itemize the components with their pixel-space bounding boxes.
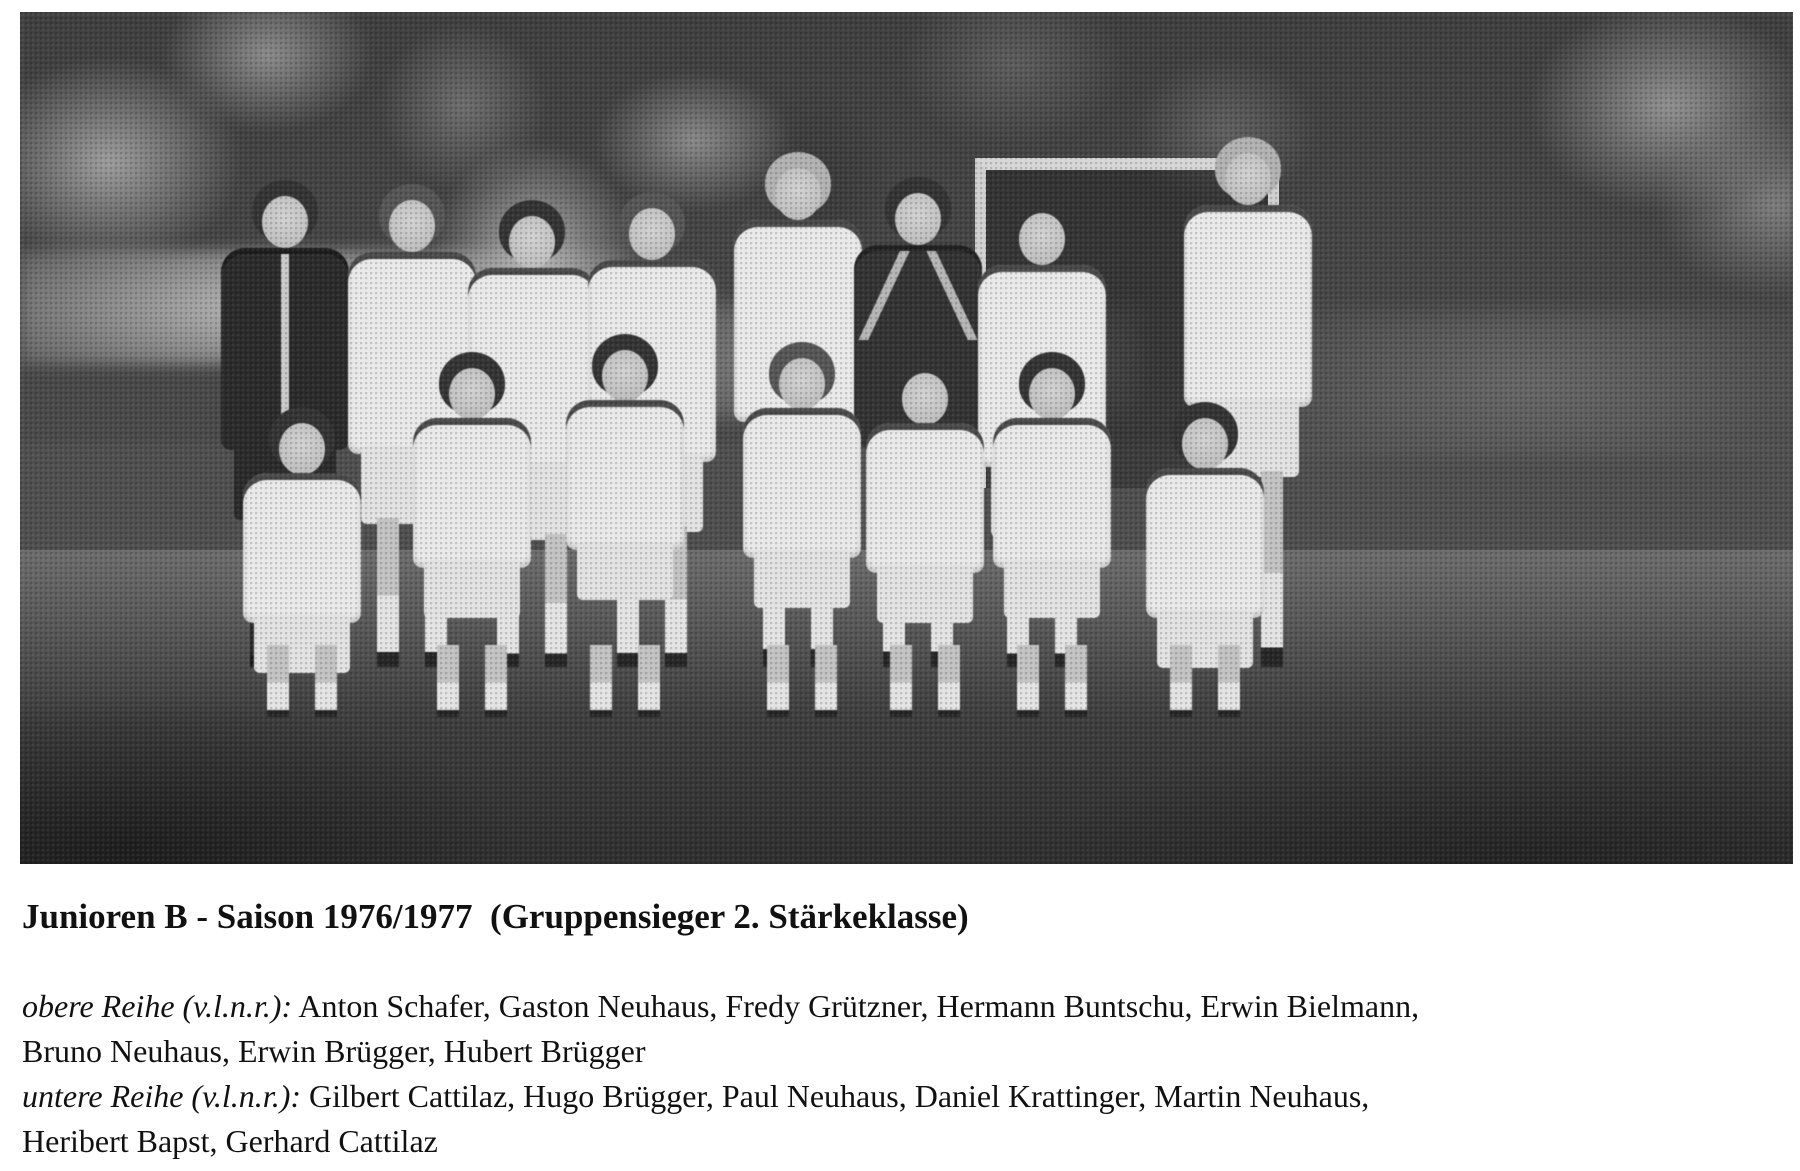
player-shirt <box>993 418 1111 568</box>
lower-row-names-2: Heribert Bapst, Gerhard Cattilaz <box>22 1123 438 1159</box>
player-shirt <box>413 418 531 568</box>
player-shorts <box>877 565 973 623</box>
player-leg-left <box>590 645 612 717</box>
player-face <box>509 216 555 268</box>
player-shorts <box>577 542 673 600</box>
player-leg-right <box>938 645 960 717</box>
caption-lines <box>22 984 1782 1164</box>
player-leg-left <box>267 645 289 717</box>
upper-row-names-2: Bruno Neuhaus, Erwin Brügger, Hubert Brügger <box>22 1033 646 1069</box>
caption <box>22 896 1782 1164</box>
player-leg-right <box>1065 645 1087 717</box>
team-photo <box>20 12 1793 864</box>
player-leg-right <box>815 645 837 717</box>
player-face <box>449 368 495 420</box>
player-leg-left <box>377 518 399 667</box>
player-face <box>775 168 821 220</box>
player-shirt <box>243 473 361 623</box>
player-shirt <box>866 423 984 573</box>
player-leg-left <box>437 645 459 717</box>
player-face <box>262 196 308 248</box>
player-face <box>602 350 648 402</box>
player-leg-left <box>890 645 912 717</box>
player-leg-left <box>767 645 789 717</box>
lower-row-names-1: Gilbert Cattilaz, Hugo Brügger, Paul Neuhaus, Daniel Krattinger, Martin Neuhaus, <box>301 1078 1370 1114</box>
player-face <box>779 358 825 410</box>
player-figure-paul-neuhaus <box>550 334 700 717</box>
player-shorts <box>1004 560 1100 618</box>
player-leg-right <box>315 645 337 717</box>
caption-line-upper-row-1 <box>22 984 1782 1029</box>
player-leg-right <box>638 645 660 717</box>
player-leg-right <box>1218 645 1240 717</box>
player-face <box>1019 213 1065 265</box>
player-face <box>895 193 941 245</box>
player-face <box>1225 153 1271 205</box>
player-shirt <box>1146 468 1264 618</box>
caption-line-lower-row-2 <box>22 1119 1782 1164</box>
player-figure-gilbert-cattilaz <box>227 407 377 717</box>
player-face <box>389 200 435 252</box>
player-leg-left <box>1017 645 1039 717</box>
player-face <box>1029 368 1075 420</box>
player-shirt <box>566 400 684 550</box>
player-figure-heribert-bapst <box>977 352 1127 717</box>
player-shirt <box>1184 205 1312 407</box>
player-face <box>1182 418 1228 470</box>
lower-row-label: untere Reihe (v.l.n.r.): <box>22 1078 301 1114</box>
photo-title: Junioren B - Saison 1976/1977 (Gruppensieger 2. Stärkeklasse) <box>22 897 969 936</box>
upper-row-label: obere Reihe (v.l.n.r.): <box>22 988 293 1024</box>
player-face <box>279 423 325 475</box>
player-figure-hugo-br-gger <box>397 352 547 717</box>
player-shirt <box>743 408 861 558</box>
upper-row-names-1: Anton Schafer, Gaston Neuhaus, Fredy Grützner, Hermann Buntschu, Erwin Bielmann, <box>292 988 1420 1024</box>
player-shorts <box>424 560 520 618</box>
player-face <box>629 208 675 260</box>
player-figure-gerhard-cattilaz <box>1130 402 1280 717</box>
players-layer <box>20 12 1793 864</box>
caption-line-lower-row-1 <box>22 1074 1782 1119</box>
player-shorts <box>754 550 850 608</box>
caption-line-upper-row-2 <box>22 1029 1782 1074</box>
player-leg-right <box>485 645 507 717</box>
player-face <box>902 373 948 425</box>
player-leg-left <box>1170 645 1192 717</box>
